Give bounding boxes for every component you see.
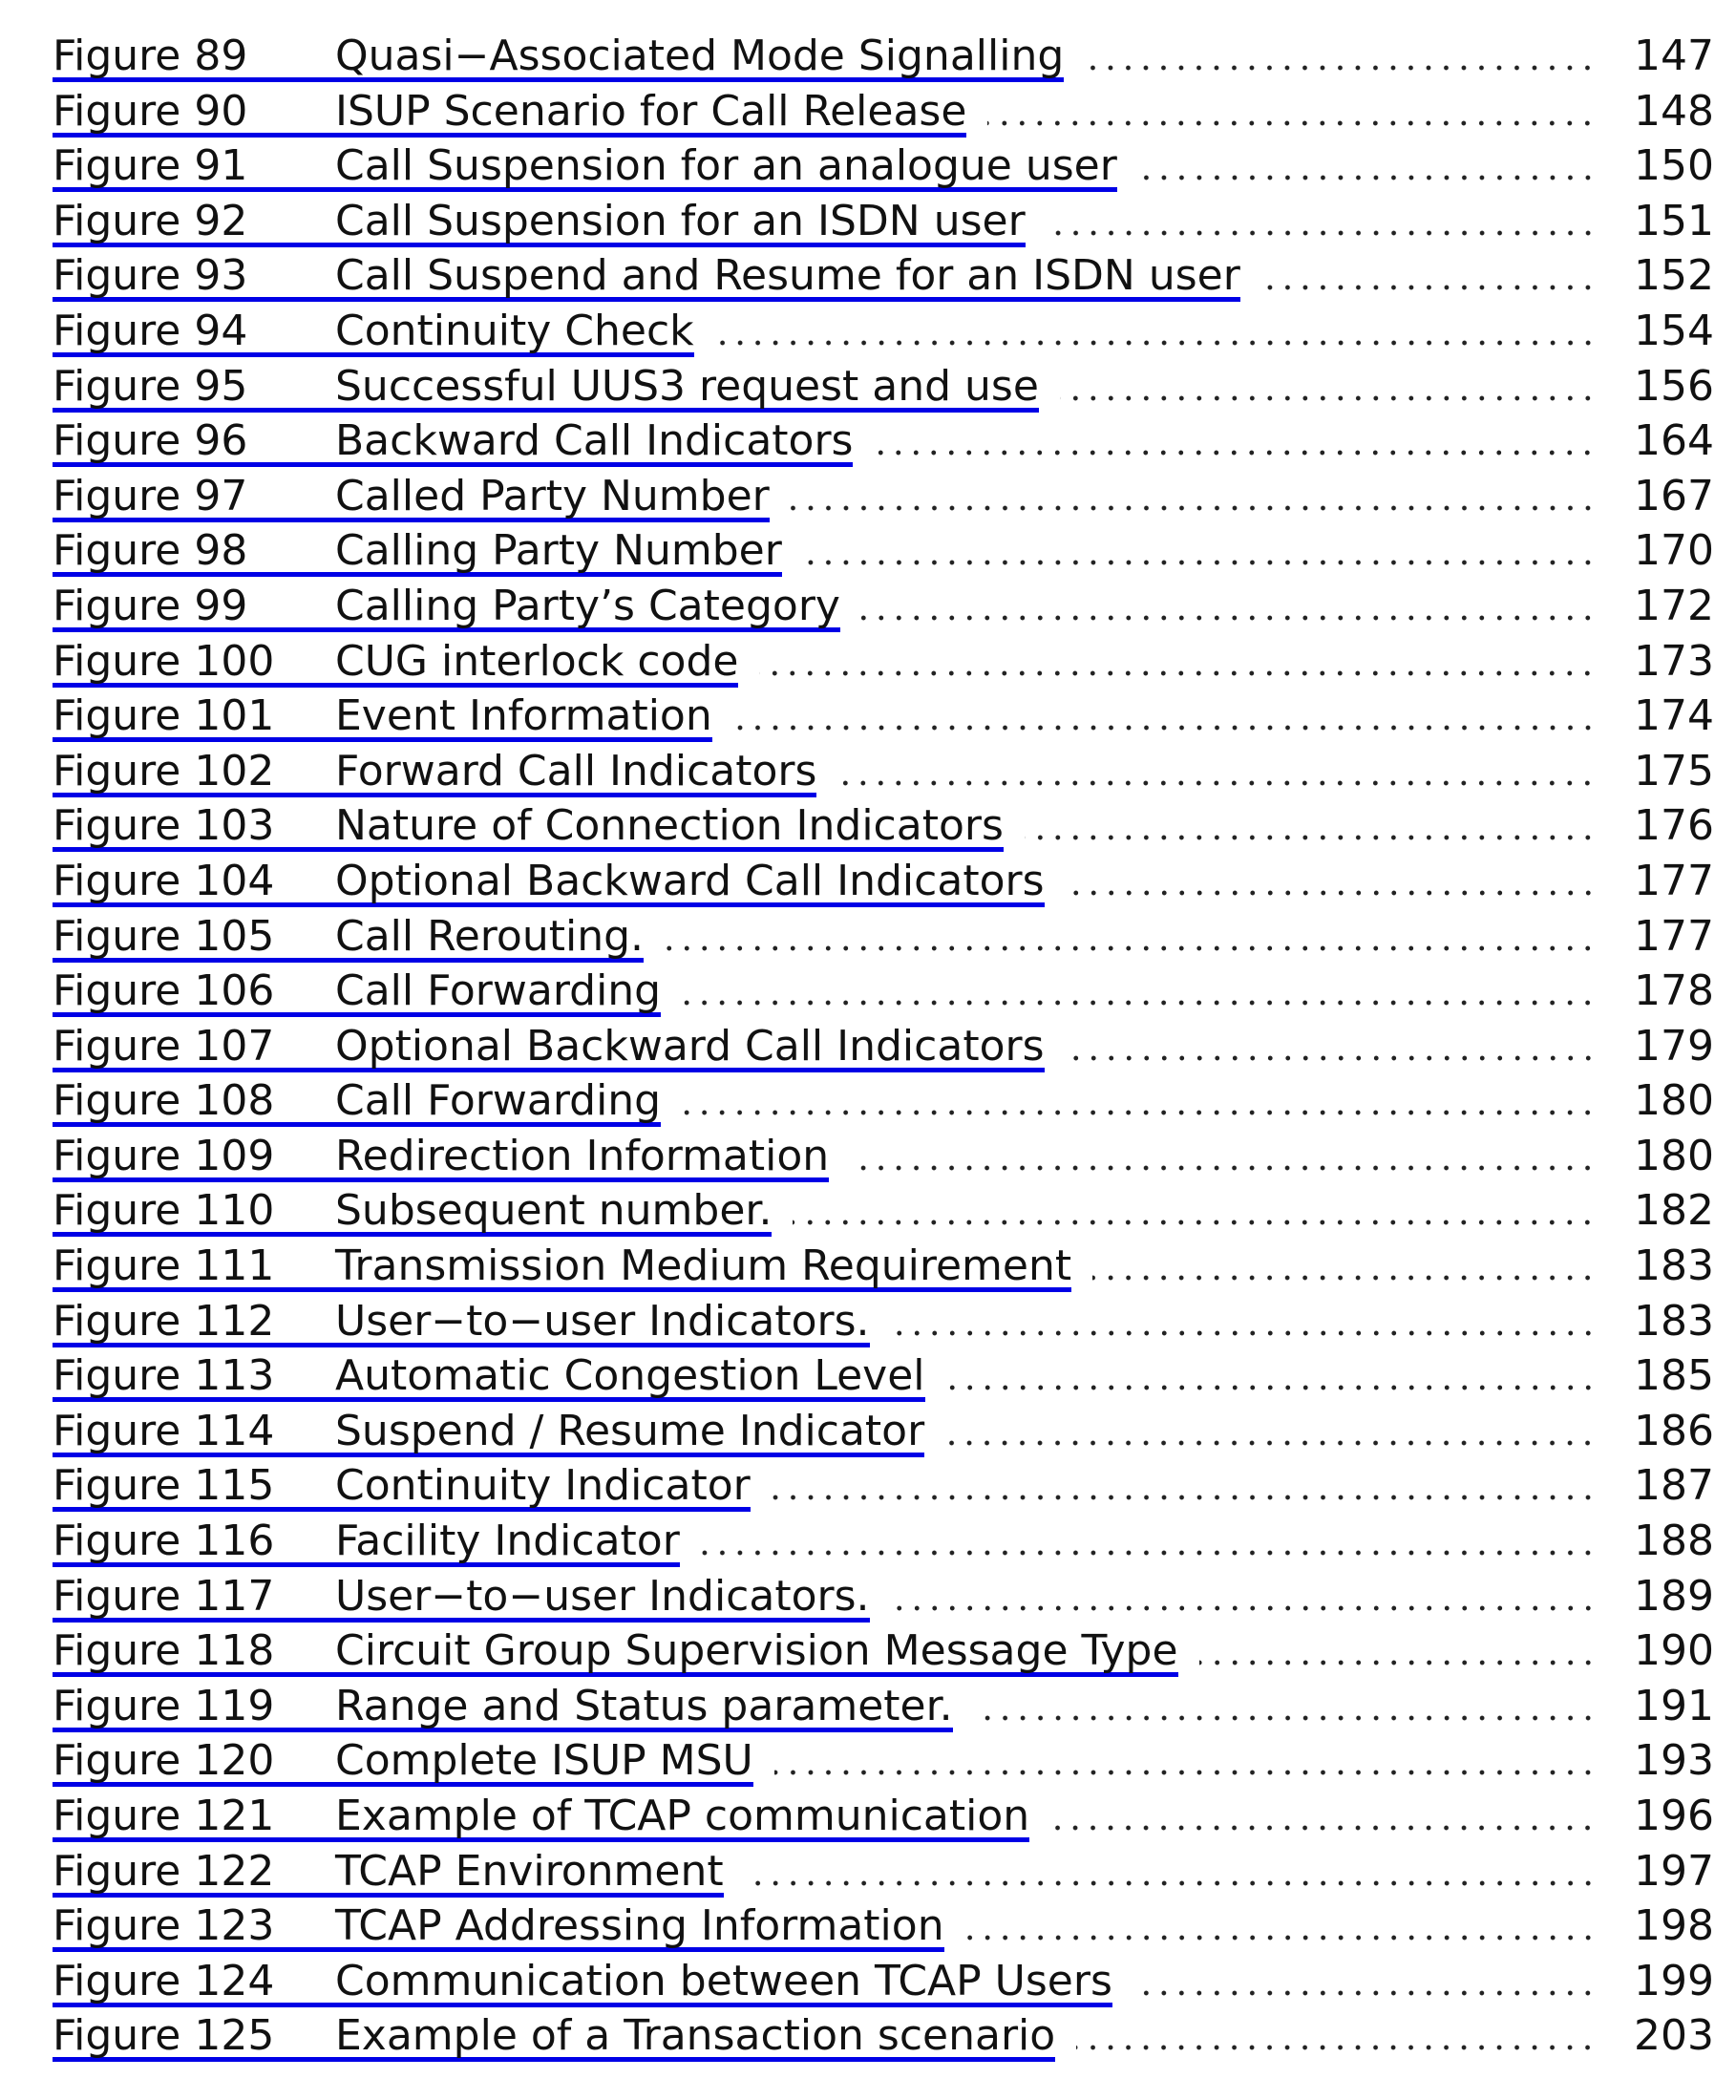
dot-leader	[733, 689, 1597, 737]
toc-entry-link[interactable]	[53, 1239, 1071, 1292]
figure-title: Continuity Check	[335, 306, 694, 355]
page-number: 186	[1634, 1406, 1714, 1455]
toc-entry-link[interactable]	[53, 1514, 680, 1567]
toc-entry[interactable]	[53, 1129, 1714, 1184]
page-number: 147	[1634, 32, 1714, 80]
dot-leader	[793, 1183, 1597, 1232]
figure-number: Figure 98	[53, 526, 248, 576]
dot-leader	[803, 523, 1597, 572]
toc-entry[interactable]	[53, 1458, 1714, 1514]
dot-leader	[974, 1679, 1597, 1728]
toc-entry[interactable]	[53, 523, 1714, 579]
figure-title: Call Forwarding	[335, 1076, 662, 1126]
figure-number: Figure 123	[53, 1901, 275, 1951]
toc-entry-link[interactable]	[53, 1679, 953, 1732]
toc-entry-link[interactable]	[53, 523, 782, 577]
figure-title: Calling Party’s Category	[335, 581, 840, 630]
dot-leader	[874, 414, 1597, 462]
dot-leader	[861, 579, 1597, 627]
toc-entry[interactable]	[53, 1954, 1714, 2009]
dot-leader	[1066, 854, 1598, 902]
page-number: 170	[1634, 526, 1714, 576]
page-number: 150	[1634, 141, 1714, 191]
toc-entry-link[interactable]	[53, 1844, 724, 1898]
toc-entry[interactable]	[53, 194, 1714, 249]
toc-entry[interactable]	[53, 1789, 1714, 1844]
figure-number: Figure 114	[53, 1406, 275, 1455]
toc-entry-link[interactable]	[53, 964, 661, 1017]
dot-leader	[965, 1898, 1597, 1947]
toc-entry-link[interactable]	[53, 1569, 870, 1623]
figure-number: Figure 118	[53, 1626, 275, 1676]
dot-leader	[759, 634, 1597, 683]
toc-entry-link[interactable]	[53, 2008, 1055, 2062]
figure-title: Communication between TCAP Users	[335, 1956, 1112, 2005]
toc-entry[interactable]	[53, 1404, 1714, 1459]
page-number: 187	[1634, 1461, 1714, 1511]
figure-title: Call Rerouting.	[335, 911, 644, 961]
toc-entry[interactable]	[53, 248, 1714, 304]
page-number: 198	[1634, 1901, 1714, 1951]
page-number: 174	[1634, 691, 1714, 741]
figure-title: Redirection Information	[335, 1131, 830, 1180]
figure-number: Figure 93	[53, 251, 248, 301]
dot-leader	[1060, 359, 1597, 408]
dot-leader	[1085, 29, 1597, 77]
toc-entry[interactable]	[53, 1239, 1714, 1294]
figure-title: Called Party Number	[335, 471, 770, 520]
figure-number: Figure 100	[53, 636, 275, 686]
toc-entry-link[interactable]	[53, 138, 1117, 192]
figure-number: Figure 111	[53, 1241, 275, 1291]
figure-number: Figure 115	[53, 1461, 275, 1511]
toc-entry[interactable]	[53, 964, 1714, 1019]
toc-entry[interactable]	[53, 689, 1714, 744]
toc-entry[interactable]	[53, 1679, 1714, 1734]
dot-leader	[774, 1733, 1597, 1782]
figure-number: Figure 109	[53, 1131, 275, 1180]
dot-leader	[1199, 1623, 1597, 1672]
dot-leader	[665, 909, 1597, 958]
toc-entry[interactable]	[53, 304, 1714, 359]
toc-entry-link[interactable]	[53, 194, 1026, 247]
figure-number: Figure 96	[53, 416, 248, 466]
figure-number: Figure 99	[53, 581, 248, 630]
figure-title: Example of a Transaction scenario	[335, 2011, 1056, 2061]
figure-number: Figure 122	[53, 1846, 275, 1896]
toc-entry[interactable]	[53, 579, 1714, 634]
page-number: 183	[1634, 1296, 1714, 1346]
toc-entry-link[interactable]	[53, 1733, 753, 1787]
figure-number: Figure 97	[53, 471, 248, 520]
figure-number: Figure 95	[53, 361, 248, 411]
toc-entry[interactable]	[53, 634, 1714, 689]
dot-leader	[791, 469, 1597, 518]
figure-number: Figure 94	[53, 306, 248, 355]
dot-leader	[682, 964, 1597, 1012]
figure-title: Complete ISUP MSU	[335, 1736, 753, 1786]
page-number: 177	[1634, 856, 1714, 905]
figure-number: Figure 125	[53, 2011, 275, 2061]
toc-entry-link[interactable]	[53, 1183, 772, 1237]
figure-title: Transmission Medium Requirement	[335, 1241, 1072, 1291]
page-number: 151	[1634, 196, 1714, 245]
toc-entry-link[interactable]	[53, 1898, 944, 1952]
toc-entry-link[interactable]	[53, 359, 1039, 413]
toc-entry-link[interactable]	[53, 84, 966, 138]
page-number: 148	[1634, 86, 1714, 136]
page-number: 167	[1634, 471, 1714, 520]
figure-number: Figure 116	[53, 1517, 275, 1566]
page-number: 180	[1634, 1076, 1714, 1126]
toc-entry-link[interactable]	[53, 304, 694, 357]
toc-entry-link[interactable]	[53, 1789, 1029, 1842]
toc-entry-link[interactable]	[53, 1954, 1112, 2007]
toc-entry[interactable]	[53, 84, 1714, 139]
figure-number: Figure 112	[53, 1296, 275, 1346]
dot-leader	[891, 1294, 1598, 1343]
toc-entry[interactable]	[53, 1294, 1714, 1349]
figure-title: Example of TCAP communication	[335, 1792, 1030, 1840]
toc-entry[interactable]	[53, 1898, 1714, 1954]
page-number: 173	[1634, 636, 1714, 686]
toc-entry-link[interactable]	[53, 689, 712, 742]
toc-entry-link[interactable]	[53, 798, 1004, 852]
dot-leader	[850, 1129, 1597, 1177]
toc-entry[interactable]	[53, 1623, 1714, 1679]
figure-number: Figure 101	[53, 691, 275, 741]
figure-title: Suspend / Resume Indicator	[335, 1406, 925, 1455]
page-number: 196	[1634, 1792, 1714, 1840]
toc-entry-link[interactable]	[53, 1623, 1178, 1677]
figure-number: Figure 110	[53, 1186, 275, 1236]
toc-entry-link[interactable]	[53, 248, 1240, 302]
page-number: 152	[1634, 251, 1714, 301]
figure-number: Figure 124	[53, 1956, 275, 2005]
page-number: 182	[1634, 1186, 1714, 1236]
figure-title: Facility Indicator	[335, 1517, 680, 1566]
dot-leader	[1133, 1954, 1597, 2003]
toc-entry[interactable]	[53, 909, 1714, 965]
figure-number: Figure 103	[53, 801, 275, 851]
toc-entry-link[interactable]	[53, 1073, 661, 1127]
page-number: 199	[1634, 1956, 1714, 2005]
figure-title: CUG interlock code	[335, 636, 739, 686]
page-number: 188	[1634, 1517, 1714, 1566]
figure-title: Call Suspend and Resume for an ISDN user	[335, 251, 1240, 301]
page-number: 156	[1634, 361, 1714, 411]
page-number: 179	[1634, 1021, 1714, 1071]
page-number: 164	[1634, 416, 1714, 466]
dot-leader	[701, 1514, 1597, 1562]
toc-entry-link[interactable]	[53, 854, 1045, 907]
toc-entry[interactable]	[53, 29, 1714, 84]
dot-leader	[1076, 2008, 1597, 2057]
figure-number: Figure 89	[53, 32, 248, 80]
toc-entry-link[interactable]	[53, 414, 853, 467]
figure-title: Quasi−Associated Mode Signalling	[335, 32, 1065, 80]
figure-number: Figure 104	[53, 856, 275, 905]
figure-title: TCAP Addressing Information	[335, 1901, 944, 1951]
toc-entry[interactable]	[53, 744, 1714, 799]
toc-entry[interactable]	[53, 469, 1714, 524]
figure-title: Optional Backward Call Indicators	[335, 1021, 1045, 1071]
figure-number: Figure 107	[53, 1021, 275, 1071]
toc-entry-link[interactable]	[53, 744, 816, 797]
figure-number: Figure 90	[53, 86, 248, 136]
figure-number: Figure 117	[53, 1571, 275, 1621]
dot-leader	[1138, 138, 1597, 187]
toc-entry-link[interactable]	[53, 29, 1064, 82]
toc-entry[interactable]	[53, 1514, 1714, 1569]
toc-entry-link[interactable]	[53, 1019, 1045, 1072]
figure-title: Calling Party Number	[335, 526, 782, 576]
dot-leader	[891, 1569, 1598, 1618]
figure-number: Figure 119	[53, 1681, 275, 1730]
toc-entry[interactable]	[53, 1733, 1714, 1789]
figure-number: Figure 91	[53, 141, 248, 191]
figure-title: Range and Status parameter.	[335, 1681, 953, 1730]
toc-entry-link[interactable]	[53, 579, 840, 632]
dot-leader	[745, 1844, 1597, 1893]
toc-entry[interactable]	[53, 854, 1714, 909]
toc-entry-link[interactable]	[53, 1458, 751, 1512]
figure-number: Figure 108	[53, 1076, 275, 1126]
toc-entry[interactable]	[53, 1073, 1714, 1129]
page-number: 203	[1634, 2011, 1714, 2061]
page-number: 189	[1634, 1571, 1714, 1621]
toc-entry-link[interactable]	[53, 1348, 925, 1402]
toc-entry-link[interactable]	[53, 634, 738, 688]
dot-leader	[946, 1348, 1597, 1397]
figure-title: ISUP Scenario for Call Release	[335, 86, 967, 136]
figure-title: Circuit Group Supervision Message Type	[335, 1626, 1178, 1676]
toc-entry-link[interactable]	[53, 1404, 924, 1457]
page-number: 193	[1634, 1736, 1714, 1786]
figure-number: Figure 92	[53, 196, 248, 245]
toc-entry-link[interactable]	[53, 909, 644, 963]
figure-title: Event Information	[335, 691, 712, 741]
dot-leader	[1066, 1019, 1598, 1068]
page-number: 183	[1634, 1241, 1714, 1291]
dot-leader	[1050, 1789, 1597, 1837]
figure-title: User−to−user Indicators.	[335, 1296, 870, 1346]
toc-entry[interactable]	[53, 1569, 1714, 1624]
figure-title: Call Suspension for an ISDN user	[335, 196, 1026, 245]
figure-title: TCAP Environment	[335, 1846, 724, 1896]
figure-title: Forward Call Indicators	[335, 746, 817, 795]
figure-title: Call Suspension for an analogue user	[335, 141, 1117, 191]
figure-number: Figure 105	[53, 911, 275, 961]
toc-entry[interactable]	[53, 414, 1714, 469]
figure-number: Figure 113	[53, 1351, 275, 1401]
dot-leader	[682, 1073, 1597, 1122]
page-number: 177	[1634, 911, 1714, 961]
toc-entry[interactable]	[53, 1019, 1714, 1074]
figure-title: Continuity Indicator	[335, 1461, 751, 1511]
dot-leader	[1025, 798, 1597, 847]
toc-entry-link[interactable]	[53, 469, 770, 522]
dot-leader	[987, 84, 1597, 133]
figure-title: Backward Call Indicators	[335, 416, 854, 466]
page-number: 180	[1634, 1131, 1714, 1180]
dot-leader	[1261, 248, 1597, 297]
toc-entry[interactable]	[53, 1348, 1714, 1404]
figure-number: Figure 120	[53, 1736, 275, 1786]
figure-title: User−to−user Indicators.	[335, 1571, 870, 1621]
list-of-figures	[53, 29, 1714, 2064]
page-number: 191	[1634, 1681, 1714, 1730]
figure-title: Call Forwarding	[335, 966, 662, 1016]
page-number: 154	[1634, 306, 1714, 355]
toc-entry[interactable]	[53, 1183, 1714, 1239]
page-number: 185	[1634, 1351, 1714, 1401]
dot-leader	[945, 1404, 1597, 1453]
dot-leader	[1092, 1239, 1597, 1287]
page-number: 178	[1634, 966, 1714, 1016]
page-number: 176	[1634, 801, 1714, 851]
figure-number: Figure 106	[53, 966, 275, 1016]
figure-title: Successful UUS3 request and use	[335, 361, 1039, 411]
toc-entry[interactable]	[53, 138, 1714, 194]
figure-title: Subsequent number.	[335, 1186, 773, 1236]
dot-leader	[715, 304, 1597, 352]
dot-leader	[837, 744, 1597, 793]
page-number: 190	[1634, 1626, 1714, 1676]
page-number: 197	[1634, 1846, 1714, 1896]
toc-entry-link[interactable]	[53, 1129, 829, 1182]
figure-title: Automatic Congestion Level	[335, 1351, 925, 1401]
page-number: 172	[1634, 581, 1714, 630]
dot-leader	[772, 1458, 1597, 1507]
figure-number: Figure 102	[53, 746, 275, 795]
toc-entry[interactable]	[53, 1844, 1714, 1899]
figure-number: Figure 121	[53, 1792, 275, 1840]
toc-entry-link[interactable]	[53, 1294, 870, 1347]
figure-title: Nature of Connection Indicators	[335, 801, 1004, 851]
page-number: 175	[1634, 746, 1714, 795]
dot-leader	[1047, 194, 1597, 243]
toc-entry[interactable]	[53, 2008, 1714, 2064]
toc-entry[interactable]	[53, 359, 1714, 414]
figure-title: Optional Backward Call Indicators	[335, 856, 1045, 905]
toc-entry[interactable]	[53, 798, 1714, 854]
